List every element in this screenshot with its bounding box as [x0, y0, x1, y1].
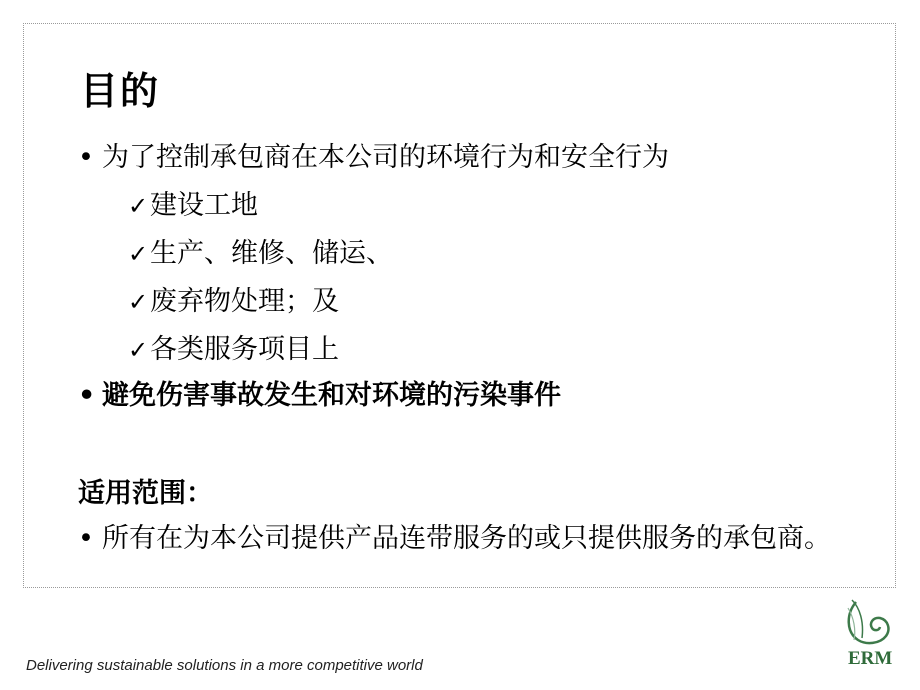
scope-bullet-text: 所有在为本公司提供产品连带服务的或只提供服务的承包商。 — [102, 523, 831, 554]
scope-bullet — [78, 522, 878, 556]
scope-heading: 适用范围： — [78, 478, 213, 509]
checkmark-icon: ✓ — [128, 192, 149, 220]
check-item-text: 建设工地 — [150, 190, 258, 221]
checkmark-icon: ✓ — [128, 240, 149, 268]
check-item-text: 生产、维修、储运、 — [150, 238, 393, 269]
bullet-icon: • — [78, 380, 96, 411]
check-item — [128, 332, 339, 368]
checkmark-icon: ✓ — [128, 288, 149, 316]
erm-logo-text: ERM — [848, 648, 893, 669]
footer-tagline: Delivering sustainable solutions in a more competitive world — [26, 657, 423, 674]
purpose-bullet — [78, 140, 669, 176]
checkmark-icon: ✓ — [128, 336, 149, 364]
check-item — [128, 188, 258, 224]
check-item-text: 各类服务项目上 — [150, 334, 339, 365]
check-item — [128, 236, 393, 272]
bullet-icon: • — [78, 142, 94, 173]
bullet-icon: • — [78, 523, 94, 554]
check-item — [128, 284, 339, 320]
prevention-bullet — [78, 378, 561, 414]
check-item-text: 废弃物处理；及 — [150, 286, 339, 317]
purpose-bullet-text: 为了控制承包商在本公司的环境行为和安全行为 — [102, 142, 669, 173]
slide-title: 目的 — [80, 69, 161, 113]
prevention-bullet-text: 避免伤害事故发生和对环境的污染事件 — [102, 380, 561, 411]
